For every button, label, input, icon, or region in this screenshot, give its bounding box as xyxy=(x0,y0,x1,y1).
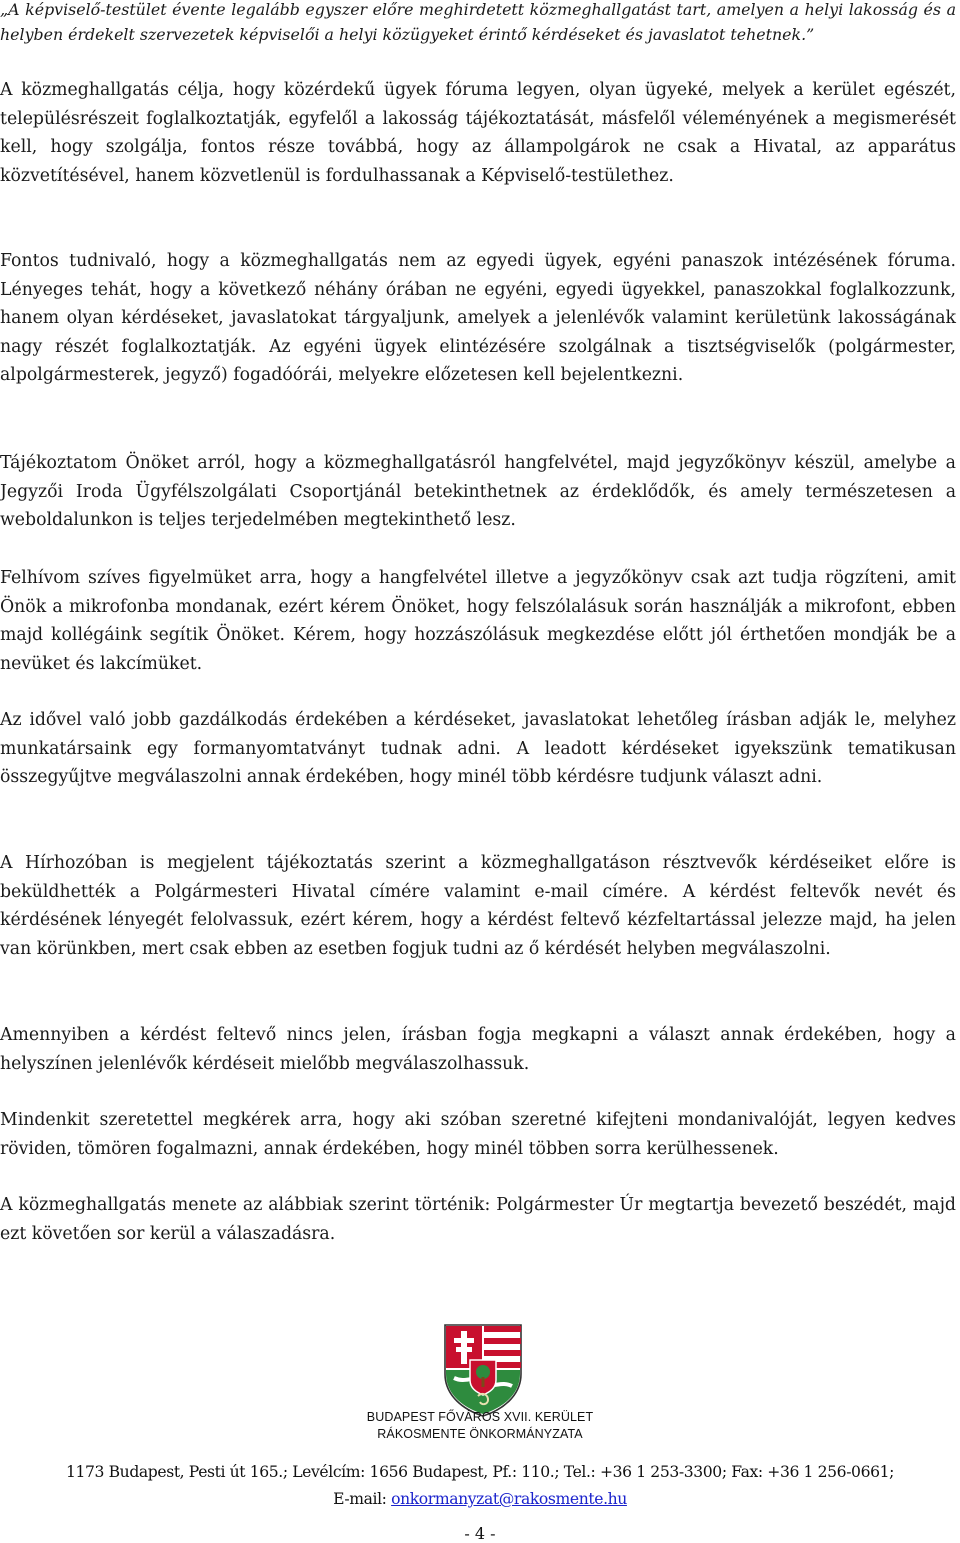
legal-quote: „A képviselő-testület évente legalább egyszer előre meghirdetett közmeghallgatást tart, amelyen a helyi lakosság és a helyben érdekelt szervezetek képviselői a helyi közügyeket érintő kérdéseket és javaslatot tehetnek.” xyxy=(0,0,956,44)
paragraph-2: Fontos tudnivaló, hogy a közmeghallgatás nem az egyedi ügyek, egyéni panaszok intézésének fóruma. Lényeges tehát, hogy a következő néhány órában ne egyéni, egyedi ügyekkel, panaszokkal foglalkozzunk, hanem olyan kérdéseket, javaslatokat tárgyaljunk, amelyek a jelenlévők valamint kerületünk lakosságának nagy részét foglalkoztatják. Az egyéni ügyek elintézésére szolgálnak a tisztségviselők (polgármester, alpolgármesterek, jegyző) fogadóórái, melyekre előzetesen kell bejelentkezni. xyxy=(0,251,956,386)
footer-address: 1173 Budapest, Pesti út 165.; Levélcím: 1656 Budapest, Pf.: 110.; Tel.: +36 1 253-3300; Fax: +36 1 256-0661; xyxy=(65,1463,895,1481)
paragraph-3: Tájékoztatom Önöket arról, hogy a közmeghallgatásról hangfelvétel, majd jegyzőkönyv készül, amelybe a Jegyzői Iroda Ügyfélszolgálati Csoportjánál betekinthetnek az érdeklődők, és amely természetesen a weboldalunkon is teljes terjedelmében megtekinthető lesz. xyxy=(0,453,956,531)
paragraph-6: A Hírhozóban is megjelent tájékoztatás szerint a közmeghallgatáson résztvevők kérdéseiket előre is beküldhették a Polgármesteri Hivatal címére valamint e-mail címére. A kérdést feltevők nevét és kérdésének lényegét felolvassuk, ezért kérem, hogy a kérdést feltevő kézfeltartással jelezze majd, ha jelen van körünkben, mert csak ebben az esetben fogjuk tudni az ő kérdését helyben megválaszolni. xyxy=(0,853,956,959)
paragraph-7: Amennyiben a kérdést feltevő nincs jelen, írásban fogja megkapni a választ annak érdekében, hogy a helyszínen jelenlévők kérdéseit mielőbb megválaszolhassuk. xyxy=(0,1025,956,1074)
email-label: E-mail: xyxy=(333,1490,392,1508)
paragraph-1: A közmeghallgatás célja, hogy közérdekű ügyek fóruma legyen, olyan ügyeké, melyek a kerület egészét, településrészeit foglalkoztatják, egyfelől a lakosság tájékoztatását, másfelől véleményének a megismerését kell, hogy szolgálja, fontos része továbbá, hogy az állampolgárok ne csak a Hivatal, az apparátus közvetítésével, hanem közvetlenül is fordulhassanak a Képviselő-testülethez. xyxy=(0,80,956,186)
footer-email-line xyxy=(0,1490,960,1508)
org-name-line-1: BUDAPEST FŐVÁROS XVII. KERÜLET xyxy=(366,1410,594,1424)
coat-of-arms-icon xyxy=(442,1322,524,1418)
org-name-line-2: RÁKOSMENTE ÖNKORMÁNYZATA xyxy=(377,1427,583,1441)
page-number: - 4 - xyxy=(464,1524,496,1543)
paragraph-9: A közmeghallgatás menete az alábbiak szerint történik: Polgármester Úr megtartja bevezető beszédét, majd ezt követően sor kerül a válaszadásra. xyxy=(0,1195,956,1244)
paragraph-5: Az idővel való jobb gazdálkodás érdekében a kérdéseket, javaslatokat lehetőleg írásban adják le, melyhez munkatársaink egy formanyomtatványt tudnak adni. A leadott kérdéseket igyekszünk tematikusan összegyűjtve megválaszolni annak érdekében, hogy minél több kérdésre tudjunk választ adni. xyxy=(0,710,956,788)
email-link[interactable]: onkormanyzat@rakosmente.hu xyxy=(391,1490,627,1508)
paragraph-4: Felhívom szíves figyelmüket arra, hogy a hangfelvétel illetve a jegyzőkönyv csak azt tudja rögzíteni, amit Önök a mikrofonba mondanak, ezért kérem Önöket, hogy felszólalásuk során használják a mikrofont, ebben majd kollégáink segítik Önöket. Kérem, hogy hozzászólásuk megkezdése előtt jól érthetően mondják be a nevüket és lakcímüket. xyxy=(0,568,956,674)
paragraph-8: Mindenkit szeretettel megkérek arra, hogy aki szóban szeretné kifejteni mondanivalóját, legyen kedves röviden, tömören fogalmazni, annak érdekében, hogy minél többen sorra kerülhessenek. xyxy=(0,1110,956,1159)
